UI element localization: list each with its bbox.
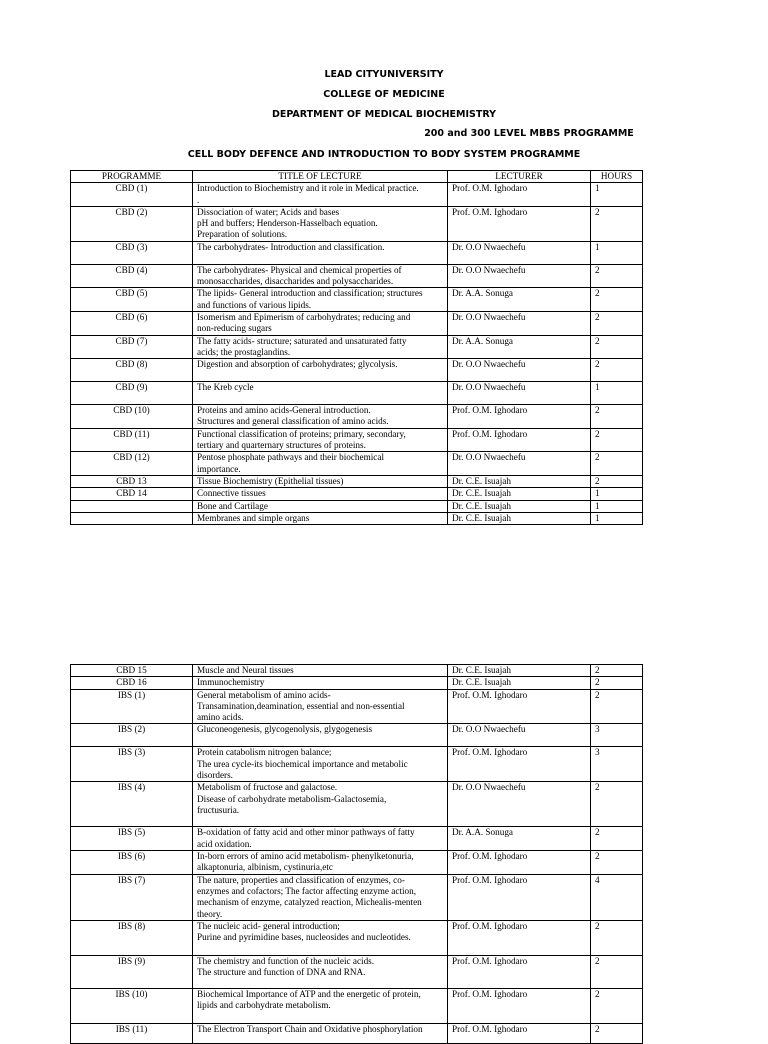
hours-cell: 2 (591, 264, 643, 288)
hours-cell: 2 (591, 988, 643, 1023)
lecturer-cell: Dr. O.O Nwaechefu (448, 382, 591, 405)
programme-cell: CBD (3) (71, 241, 193, 264)
lecture-title-line: Muscle and Neural tissues (197, 665, 294, 675)
lecturer-cell: Dr. C.E. Isuajah (448, 677, 591, 689)
lecture-title-line: The urea cycle-its biochemical importance and metabolic (197, 758, 408, 769)
lecturer-cell: Dr. A.A. Sonuga (448, 827, 591, 851)
lecture-title-line: monosaccharides, disaccharides and polysaccharides. (197, 276, 394, 287)
lecture-title-cell (193, 512, 448, 524)
table-row (71, 1023, 643, 1043)
lecture-title-line: alkaptonuria, albinism, cystinuria,etc (197, 862, 333, 873)
lecture-title-line: Biochemical Importance of ATP and the energetic of protein, (197, 988, 421, 999)
lecture-title-line: fructusuria. (197, 805, 240, 816)
hours-cell: 1 (591, 382, 643, 405)
lecture-title-line: The lipids- General introduction and classification; structures (197, 288, 423, 299)
lecture-title-cell (193, 288, 448, 312)
programme-cell: CBD (8) (71, 359, 193, 382)
hours-cell: 2 (591, 920, 643, 955)
table-row (71, 724, 643, 747)
hours-cell: 1 (591, 512, 643, 524)
table-row (71, 988, 643, 1023)
programme-cell (71, 512, 193, 524)
table-row (71, 183, 643, 207)
table-row (71, 241, 643, 264)
lecture-title-cell (193, 874, 448, 920)
hours-cell: 2 (591, 311, 643, 335)
lecture-title-cell (193, 428, 448, 452)
lecture-title-line: The carbohydrates- Introduction and classification. (197, 241, 385, 252)
lecture-title-cell (193, 677, 448, 689)
lecturer-cell: Prof. O.M. Ighodaro (448, 874, 591, 920)
hours-cell: 1 (591, 183, 643, 207)
hours-cell: 2 (591, 955, 643, 988)
programme-cell: IBS (1) (71, 689, 193, 724)
lecture-title-line: The Kreb cycle (197, 382, 254, 393)
lecture-title-cell (193, 724, 448, 747)
table-row (71, 851, 643, 875)
lecturer-cell: Dr. A.A. Sonuga (448, 288, 591, 312)
lecture-title-line: Introduction to Biochemistry and it role in Medical practice. (197, 183, 419, 194)
programme-cell: IBS (10) (71, 988, 193, 1023)
lecture-title-line: In-born errors of amino acid metabolism- phenylketonuria, (197, 851, 414, 862)
hours-cell: 2 (591, 428, 643, 452)
lecturer-cell: Dr. O.O Nwaechefu (448, 782, 591, 827)
level-title: 200 and 300 LEVEL MBBS PROGRAMME (424, 128, 634, 139)
lecture-title-line: . (197, 194, 200, 205)
hours-cell: 2 (591, 677, 643, 689)
lecturer-cell: Prof. O.M. Ighodaro (448, 183, 591, 207)
hours-cell: 2 (591, 665, 643, 677)
table-header-row (71, 171, 643, 183)
programme-cell: IBS (2) (71, 724, 193, 747)
programme-cell: CBD (6) (71, 311, 193, 335)
lecturer-cell: Prof. O.M. Ighodaro (448, 405, 591, 429)
lecture-title-line: Transamination,deamination, essential and non-essential (197, 700, 405, 711)
programme-cell: IBS (3) (71, 747, 193, 782)
lecture-title-line: The fatty acids- structure; saturated and unsaturated fatty (197, 335, 407, 346)
lecture-title-line: The nature, properties and classification of enzymes, co- (197, 874, 405, 885)
lecture-title-cell (193, 827, 448, 851)
hours-cell: 2 (591, 475, 643, 487)
lecturer-cell: Prof. O.M. Ighodaro (448, 206, 591, 241)
hours-cell: 2 (591, 359, 643, 382)
lecture-title-cell (193, 689, 448, 724)
lecture-title-line: Preparation of solutions. (197, 229, 288, 240)
college-name: COLLEGE OF MEDICINE (323, 89, 445, 100)
programme-cell: CBD 15 (71, 665, 193, 677)
table-row (71, 677, 643, 689)
lecture-title-line: enzymes and cofactors; The factor affecting enzyme action, (197, 885, 417, 896)
programme-cell: CBD (7) (71, 335, 193, 359)
lecture-title-line: Gluconeogenesis, glycogenolysis, glygogenesis (197, 724, 373, 735)
lecturer-cell: Dr. O.O Nwaechefu (448, 452, 591, 476)
lecturer-cell: Dr. O.O Nwaechefu (448, 311, 591, 335)
table-row (71, 206, 643, 241)
lecture-title-cell (193, 747, 448, 782)
lecturer-cell: Prof. O.M. Ighodaro (448, 988, 591, 1023)
lecture-title-line: Immunochemistry (197, 677, 265, 688)
lecture-title-line: The Electron Transport Chain and Oxidative phosphorylation (197, 1023, 423, 1034)
programme-cell: CBD (10) (71, 405, 193, 429)
lecture-title-line: The structure and function of DNA and RNA. (197, 967, 366, 978)
hours-cell: 3 (591, 747, 643, 782)
lecture-title-cell (193, 241, 448, 264)
lecture-title-line: Pentose phosphate pathways and their biochemical (197, 452, 385, 463)
table-row (71, 359, 643, 382)
table-row (71, 405, 643, 429)
programme-cell: IBS (5) (71, 827, 193, 851)
lecture-title-cell (193, 311, 448, 335)
lecture-title-cell (193, 183, 448, 207)
table-row (71, 782, 643, 827)
lecture-title-cell (193, 452, 448, 476)
lecture-title-cell (193, 851, 448, 875)
programme-cell: CBD (4) (71, 264, 193, 288)
lecture-title-line: theory. (197, 908, 223, 919)
programme-cell: IBS (7) (71, 874, 193, 920)
lecture-table-1 (70, 170, 643, 525)
hours-cell: 2 (591, 206, 643, 241)
department-name: DEPARTMENT OF MEDICAL BIOCHEMISTRY (271, 109, 497, 120)
lecture-title-line: pH and buffers; Henderson-Hasselbach equation. (197, 218, 378, 229)
hours-cell: 3 (591, 724, 643, 747)
lecture-title-line: Protein catabolism nitrogen balance; (197, 747, 332, 758)
lecture-title-line: and functions of various lipids. (197, 299, 312, 310)
hours-cell: 4 (591, 874, 643, 920)
lecturer-cell: Dr. C.E. Isuajah (448, 475, 591, 487)
hours-cell: 1 (591, 500, 643, 512)
programme-cell: IBS (11) (71, 1023, 193, 1043)
lecture-title-line: tertiary and quarternary structures of proteins. (197, 440, 366, 451)
table-row (71, 874, 643, 920)
hours-cell: 2 (591, 335, 643, 359)
table-row (71, 335, 643, 359)
programme-cell: IBS (4) (71, 782, 193, 827)
lecture-title-line: Membranes and simple organs (197, 512, 310, 523)
programme-cell: IBS (8) (71, 920, 193, 955)
programme-cell: CBD (9) (71, 382, 193, 405)
lecture-title-line: General metabolism of amino acids- (197, 689, 331, 700)
lecturer-column-header: LECTURER (448, 171, 591, 183)
table-row (71, 955, 643, 988)
lecture-title-line: Metabolism of fructose and galactose. (197, 782, 338, 793)
hours-cell: 2 (591, 851, 643, 875)
lecture-title-line: Bone and Cartilage (197, 500, 268, 511)
hours-cell: 2 (591, 1023, 643, 1043)
lecture-title-cell (193, 955, 448, 988)
lecture-title-line: Tissue Biochemistry (Epithelial tissues) (197, 475, 344, 486)
lecturer-cell: Prof. O.M. Ighodaro (448, 689, 591, 724)
table-row (71, 382, 643, 405)
hours-cell: 2 (591, 827, 643, 851)
table-row (71, 920, 643, 955)
lecturer-cell: Dr. C.E. Isuajah (448, 488, 591, 500)
lecture-title-cell (193, 475, 448, 487)
programme-cell: CBD (11) (71, 428, 193, 452)
university-name: LEAD CITYUNIVERSITY (324, 69, 444, 80)
lecture-title-line: mechanism of enzyme, catalyzed reaction, Michealis-menten (197, 897, 422, 908)
lecture-title-line: Structures and general classification of amino acids. (197, 416, 389, 427)
lecturer-cell: Dr. O.O Nwaechefu (448, 359, 591, 382)
lecture-title-line: Digestion and absorption of carbohydrates; glycolysis. (197, 359, 398, 370)
table-row (71, 827, 643, 851)
lecturer-cell: Prof. O.M. Ighodaro (448, 955, 591, 988)
lecture-title-line: Isomerism and Epimerism of carbohydrates; reducing and (197, 311, 411, 322)
table-row (71, 288, 643, 312)
lecture-table-2 (70, 664, 643, 1044)
lecture-title-line: Connective tissues (197, 488, 266, 499)
lecturer-cell: Prof. O.M. Ighodaro (448, 1023, 591, 1043)
lecturer-cell: Dr. A.A. Sonuga (448, 335, 591, 359)
lecturer-cell: Dr. O.O Nwaechefu (448, 241, 591, 264)
lecturer-cell: Dr. C.E. Isuajah (448, 500, 591, 512)
lecture-title-cell (193, 1023, 448, 1043)
programme-cell (71, 500, 193, 512)
lecture-title-line: Purine and pyrimidine bases, nucleosides and nucleotides. (197, 932, 411, 943)
table-row (71, 512, 643, 524)
hours-cell: 1 (591, 488, 643, 500)
lecturer-cell: Prof. O.M. Ighodaro (448, 428, 591, 452)
lecture-title-cell (193, 206, 448, 241)
programme-cell: CBD 16 (71, 677, 193, 689)
programme-column-header: PROGRAMME (71, 171, 193, 183)
lecturer-cell: Dr. C.E. Isuajah (448, 512, 591, 524)
lecture-title-cell (193, 988, 448, 1023)
lecture-title-cell (193, 920, 448, 955)
table-row (71, 475, 643, 487)
lecture-title-line: The carbohydrates- Physical and chemical properties of (197, 264, 402, 275)
programme-cell: IBS (6) (71, 851, 193, 875)
lecturer-cell: Dr. O.O Nwaechefu (448, 264, 591, 288)
table-row (71, 264, 643, 288)
lecturer-cell: Dr. O.O Nwaechefu (448, 724, 591, 747)
programme-cell: IBS (9) (71, 955, 193, 988)
table-row (71, 689, 643, 724)
lecturer-cell: Prof. O.M. Ighodaro (448, 747, 591, 782)
lecturer-cell: Dr. C.E. Isuajah (448, 665, 591, 677)
lecture-title-line: Disease of carbohydrate metabolism-Galactosemia, (197, 793, 387, 804)
lecture-title-line: Dissociation of water; Acids and bases (197, 206, 340, 217)
lecture-title-line: acids; the prostaglandins. (197, 346, 291, 357)
lecture-title-cell (193, 382, 448, 405)
lecture-title-line: amino acids. (197, 712, 244, 723)
lecturer-cell: Prof. O.M. Ighodaro (448, 920, 591, 955)
lecture-title-cell (193, 500, 448, 512)
title-column-header: TITLE OF LECTURE (193, 171, 448, 183)
lecture-title-cell (193, 335, 448, 359)
lecture-title-line: importance. (197, 463, 241, 474)
lecture-title-line: non-reducing sugars (197, 323, 272, 334)
lecture-title-line: acid oxidation. (197, 838, 252, 849)
lecture-title-line: The nucleic acid- general introduction; (197, 920, 340, 931)
lecture-title-cell (193, 405, 448, 429)
table-row (71, 428, 643, 452)
programme-cell: CBD 14 (71, 488, 193, 500)
table-row (71, 488, 643, 500)
lecture-title-line: disorders. (197, 770, 233, 781)
programme-cell: CBD (1) (71, 183, 193, 207)
programme-cell: CBD 13 (71, 475, 193, 487)
lecture-title-cell (193, 488, 448, 500)
table-row (71, 500, 643, 512)
lecture-title-line: lipids and carbohydrate metabolism. (197, 1000, 331, 1011)
table-row (71, 452, 643, 476)
hours-column-header: HOURS (591, 171, 643, 183)
lecture-title-line: B-oxidation of fatty acid and other minor pathways of fatty (197, 827, 415, 838)
table-row (71, 747, 643, 782)
lecturer-cell: Prof. O.M. Ighodaro (448, 851, 591, 875)
lecture-title-cell (193, 264, 448, 288)
hours-cell: 2 (591, 782, 643, 827)
hours-cell: 2 (591, 689, 643, 724)
lecture-title-line: The chemistry and function of the nucleic acids. (197, 955, 375, 966)
programme-cell: CBD (2) (71, 206, 193, 241)
programme-title: CELL BODY DEFENCE AND INTRODUCTION TO BODY SYSTEM PROGRAMME (187, 149, 581, 160)
lecture-title-cell (193, 782, 448, 827)
programme-cell: CBD (5) (71, 288, 193, 312)
lecture-title-cell (193, 359, 448, 382)
table-row (71, 311, 643, 335)
hours-cell: 2 (591, 405, 643, 429)
table-row (71, 665, 643, 677)
programme-cell: CBD (12) (71, 452, 193, 476)
hours-cell: 2 (591, 288, 643, 312)
hours-cell: 1 (591, 241, 643, 264)
lecture-title-line: Proteins and amino acids-General introduction. (197, 405, 371, 416)
hours-cell: 2 (591, 452, 643, 476)
lecture-title-line: Functional classification of proteins; primary, secondary, (197, 428, 406, 439)
lecture-title-cell (193, 665, 448, 677)
